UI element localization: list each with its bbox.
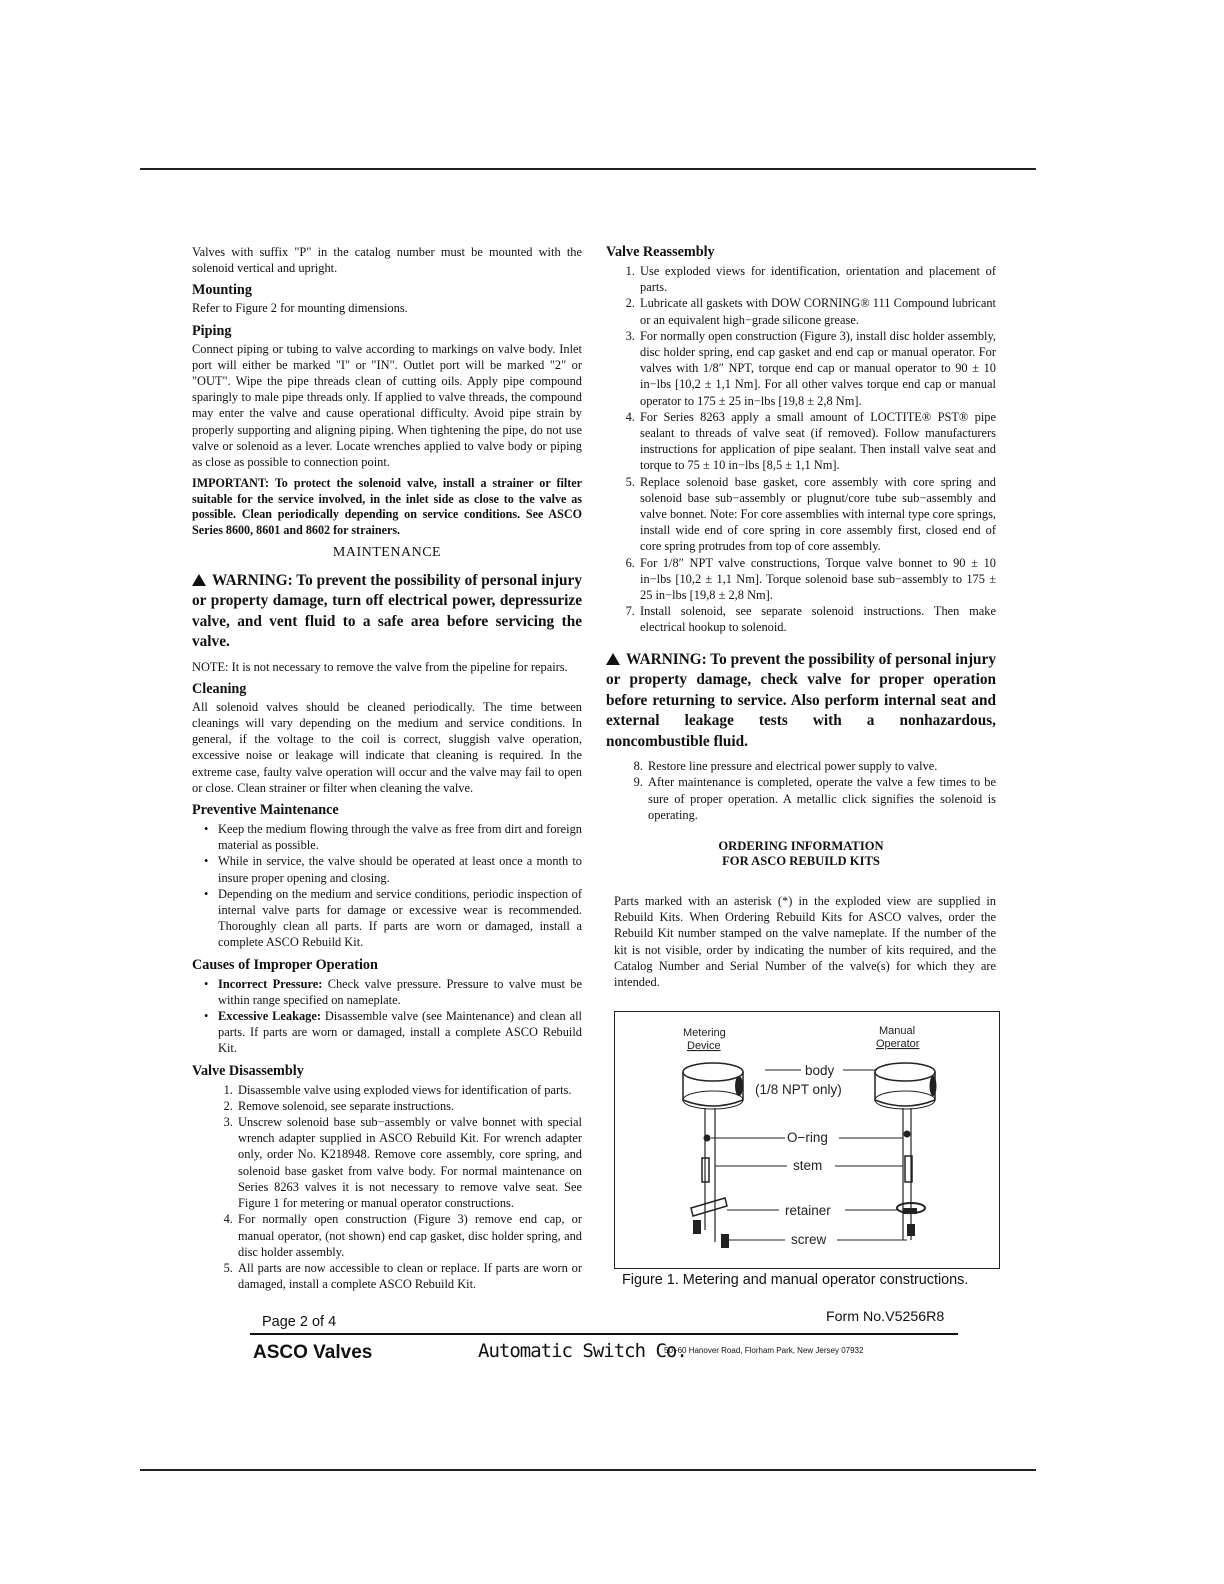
cleaning-heading: Cleaning [192, 680, 247, 697]
page-number: Page 2 of 4 [262, 1314, 337, 1330]
after-maintenance-list [606, 758, 996, 823]
cause-text: Check valve pressure. Pressure to valve must be within range specified on nameplate. [218, 976, 582, 1007]
cause-label: Excessive Leakage: [218, 1009, 321, 1024]
left-column [192, 244, 582, 1292]
ordering-heading-line-2: FOR ASCO REBUILD KITS [722, 853, 880, 868]
list-item: 1. Disassemble valve using exploded views for identification of parts. [236, 1082, 582, 1098]
list-item: 8. Restore line pressure and electrical power supply to valve. [646, 758, 996, 774]
maintenance-warning [192, 571, 582, 653]
disassembly-list [192, 1082, 582, 1293]
list-item: 4. For Series 8263 apply a small amount of LOCTITE® PST® pipe sealant to threads of valve seat (if removed). Follow manufacturers instructions for application of pipe sealant. Then install valve seat and torque to 75 ± 10 in−lbs [8,5 ± 1,1 Nm]. [638, 409, 996, 474]
disassembly-heading: Valve Disassembly [192, 1062, 304, 1079]
list-item: 5. All parts are now accessible to clean or replace. If parts are worn or damaged, install a complete ASCO Rebuild Kit. [236, 1260, 582, 1292]
list-item: 2. Lubricate all gaskets with DOW CORNING® 111 Compound lubricant or an equivalent high−grade silicone grease. [638, 295, 996, 327]
preventive-heading: Preventive Maintenance [192, 802, 339, 819]
piping-paragraph: Connect piping or tubing to valve according to markings on valve body. Inlet port will either be marked "I" or "IN". Outlet port will be marked "2" or "OUT". Wipe the pipe threads clean of cutting oils. Apply pipe compound sparingly to male pipe threads only. If applied to valve threads, the compound may enter the valve and cause operational difficulty. Avoid pipe strain by properly supporting and aligning piping. When tightening the pipe, do not use valve or solenoid as a lever. Locate wrenches applied to valve body or piping as close as possible to connection point. [192, 341, 582, 470]
list-item: • Depending on the medium and service conditions, periodic inspection of internal valve parts for damage or excessive wear is recommended. Thoroughly clean all parts. If parts are worn or damaged, install a complete ASCO Rebuild Kit. [218, 886, 582, 951]
list-item: 1. Use exploded views for identification, orientation and placement of parts. [638, 263, 996, 295]
figure-1 [614, 1011, 1000, 1269]
metering-label-1: Metering [683, 1027, 726, 1039]
list-item: • Keep the medium flowing through the valve as free from dirt and foreign material as possible. [218, 821, 582, 853]
ordering-paragraph: Parts marked with an asterisk (*) in the exploded view are supplied in Rebuild Kits. When Ordering Rebuild Kits for ASCO valves, order the Rebuild Kit number stamped on the valve nameplate. If the number of the kit is not visible, order by indicating the number of kits required, and the Catalog Number and Serial Number of the valve(s) for which they are intended. [614, 893, 996, 989]
causes-list [192, 976, 582, 1057]
list-item: 6. For 1/8″ NPT valve constructions, Torque valve bonnet to 90 ± 10 in−lbs [10,2 ± 1,1 Nm]. Torque solenoid base sub−assembly to 175 ± 25 in−lbs [19,8 ± 2,8 Nm]. [638, 555, 996, 604]
figure-1-drawing [615, 1012, 999, 1268]
warning-icon [192, 574, 206, 586]
company-address: 50−60 Hanover Road, Florham Park, New Jersey 07932 [664, 1346, 864, 1355]
npt-label: (1/8 NPT only) [755, 1082, 842, 1097]
piping-heading: Piping [192, 322, 232, 339]
cleaning-paragraph: All solenoid valves should be cleaned periodically. The time between cleanings will vary depending on the medium and service conditions. In general, if the voltage to the coil is correct, sluggish valve operation, excessive noise or leakage will indicate that cleaning is required. In the extreme case, faulty valve operation will occur and the valve may fail to open or close. Clean strainer or filter when cleaning the valve. [192, 699, 582, 795]
metering-label-2: Device [687, 1040, 721, 1052]
reassembly-warning-text: WARNING: To prevent the possibility of personal injury or property damage, check valve for proper operation before returning to service. Also perform internal seat and external leakage tests with a nonhazardous, noncombustible fluid. [606, 650, 996, 750]
intro-paragraph: Valves with suffix "P" in the catalog number must be mounted with the solenoid vertical and upright. [192, 245, 582, 276]
warning-icon [606, 653, 620, 665]
mounting-heading: Mounting [192, 282, 252, 299]
cause-label: Incorrect Pressure: [218, 976, 323, 991]
mounting-paragraph: Refer to Figure 2 for mounting dimensions. [192, 301, 408, 316]
stem-label: stem [793, 1158, 823, 1173]
maintenance-heading: MAINTENANCE [332, 544, 442, 560]
retainer-label: retainer [785, 1203, 831, 1218]
brand-name: ASCO Valves [253, 1342, 373, 1363]
list-item: 3. For normally open construction (Figure 3), install disc holder assembly, disc holder spring, end cap gasket and end cap or manual operator. For valves with 1/8″ NPT, torque end cap or manual operator to 90 ± 10 in−lbs [10,2 ± 1,1 Nm]. For all other valves torque end cap or manual operator to 175 ± 25 in−lbs [19,8 ± 2,8 Nm]. [638, 328, 996, 409]
list-item [218, 976, 582, 1008]
reassembly-warning [606, 650, 996, 753]
screw-label: screw [791, 1232, 827, 1247]
list-item: 7. Install solenoid, see separate solenoid instructions. Then make electrical hookup to solenoid. [638, 603, 996, 635]
footer-rule [250, 1333, 958, 1335]
list-item: 2. Remove solenoid, see separate instructions. [236, 1098, 582, 1114]
form-number: Form No.V5256R8 [826, 1309, 945, 1325]
metering-device-drawing [683, 1063, 743, 1248]
oring-label: O−ring [787, 1130, 828, 1145]
causes-heading: Causes of Improper Operation [192, 956, 378, 973]
list-item [218, 1008, 582, 1057]
bottom-rule [140, 1469, 1036, 1471]
body-label: body [805, 1063, 835, 1078]
list-item: 4. For normally open construction (Figure 3) remove end cap, or manual operator, (not shown) end cap gasket, disc holder spring, and disc holder assembly. [236, 1211, 582, 1260]
manual-label-1: Manual [879, 1025, 916, 1037]
list-item: 5. Replace solenoid base gasket, core assembly with core spring and solenoid base sub−assembly or plugnut/core tube sub−assembly and valve bonnet. Note: For core assemblies with internal type core springs, install wide end of core spring in core assembly first, closed end of core spring protrudes from top of core assembly. [638, 474, 996, 555]
reassembly-heading: Valve Reassembly [606, 244, 715, 260]
manual-operator-drawing [875, 1063, 937, 1240]
manual-label-2: Operator [876, 1038, 920, 1050]
reassembly-list [606, 263, 996, 636]
company-name: Automatic Switch Co. [478, 1340, 687, 1362]
ordering-heading [606, 839, 996, 869]
top-rule [140, 168, 1036, 170]
maintenance-warning-text: WARNING: To prevent the possibility of personal injury or property damage, turn off electrical power, depressurize valve, and vent fluid to a safe area before servicing the valve. [192, 571, 582, 651]
list-item: 3. Unscrew solenoid base sub−assembly or valve bonnet with special wrench adapter supplied in ASCO Rebuild Kit. For wrench adapter only, order No. K218948. Remove core assembly, core spring, and solenoid base gasket from valve body. For normal maintenance on Series 8263 valves it is not necessary to remove valve seat. See Figure 1 for metering or manual operator constructions. [236, 1114, 582, 1211]
important-note: IMPORTANT: To protect the solenoid valve, install a strainer or filter suitable for the service involved, in the inlet side as close to the valve as possible. Clean periodically depending on service conditions. See ASCO Series 8600, 8601 and 8602 for strainers. [192, 476, 582, 538]
figure-caption: Figure 1. Metering and manual operator constructions. [622, 1272, 969, 1288]
ordering-heading-line-1: ORDERING INFORMATION [718, 838, 884, 853]
right-column [606, 244, 996, 990]
list-item: 9. After maintenance is completed, operate the valve a few times to be sure of proper operation. A metallic click signifies the solenoid is operating. [646, 774, 996, 823]
preventive-list [192, 821, 582, 951]
note-paragraph: NOTE: It is not necessary to remove the valve from the pipeline for repairs. [192, 659, 568, 674]
cause-text: Disassemble valve (see Maintenance) and clean all parts. If parts are worn or damaged, install a complete ASCO Rebuild Kit. [218, 1009, 582, 1056]
list-item: • While in service, the valve should be operated at least once a month to insure proper opening and closing. [218, 853, 582, 885]
